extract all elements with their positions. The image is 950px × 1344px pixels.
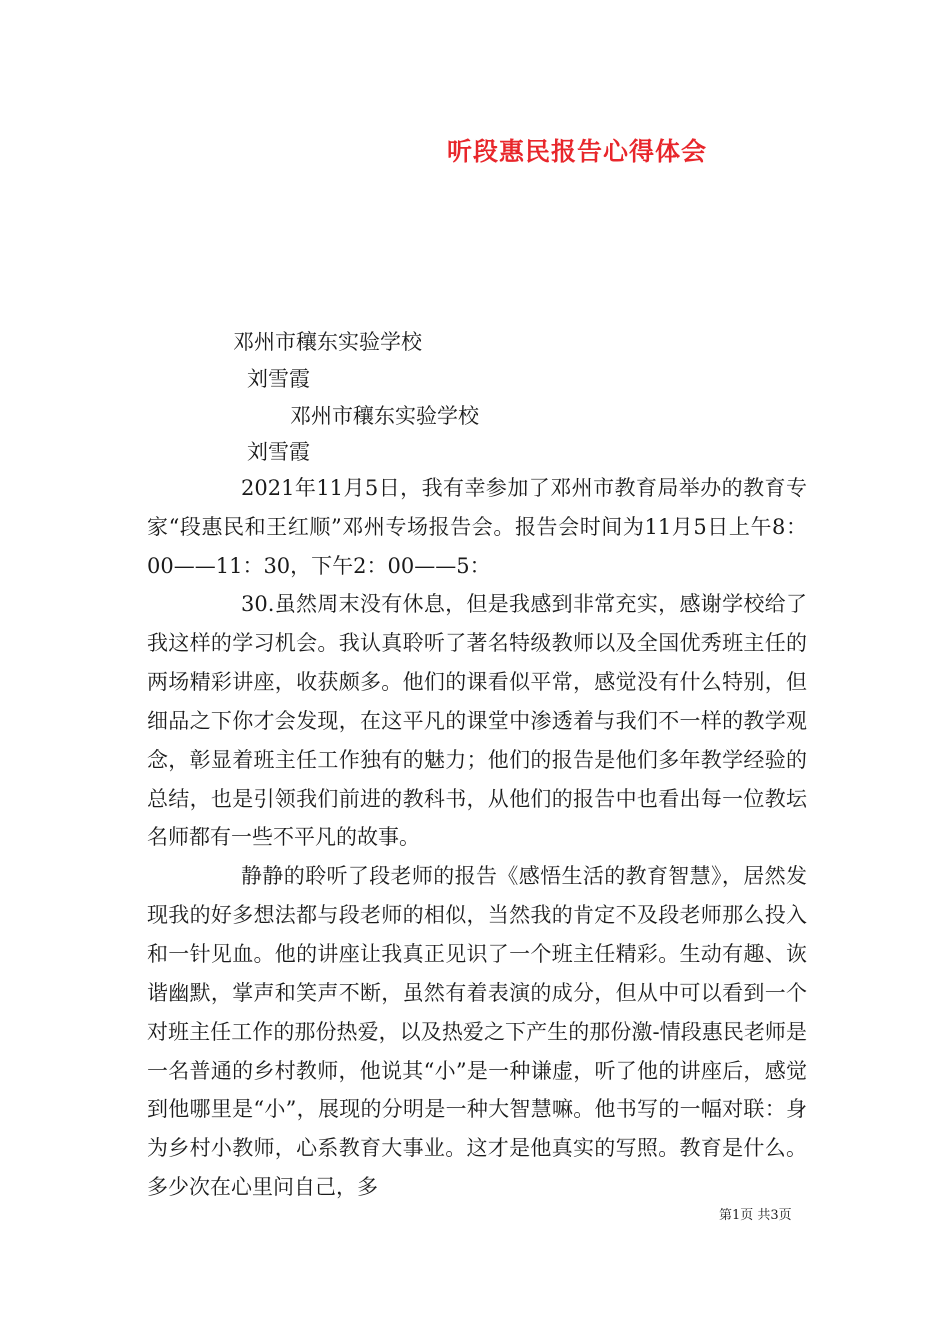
body-paragraph: 30.虽然周末没有休息，但是我感到非常充实，感谢学校给了我这样的学习机会。我认真聆听了著名特级教师以及全国优秀班主任的两场精彩讲座，收获颇多。他们的课看似平常，感觉没有什么特别，但细品之下你才会发现，在这平凡的课堂中渗透着与我们不一样的教学观念，彰显着班主任工作独有的魅力；他们的报告是他们多年教学经验的总结，也是引领我们前进的教科书，从他们的报告中也看出每一位教坛名师都有一些不平凡的故事。 — [147, 592, 807, 850]
body-paragraph: 2021年11月5日，我有幸参加了邓州市教育局举办的教育专家“段惠民和王红顺”邓州专场报告会。报告会时间为11月5日上午8：00——11：30，下午2：00——5： — [147, 476, 807, 578]
author-name-line: 刘雪霞 — [247, 367, 310, 391]
school-name-line: 邓州市穰东实验学校 — [290, 404, 479, 428]
author-name-line: 刘雪霞 — [247, 440, 310, 464]
school-name-line: 邓州市穰东实验学校 — [233, 330, 422, 354]
body-paragraph: 静静的聆听了段老师的报告《感悟生活的教育智慧》，居然发现我的好多想法都与段老师的相似，当然我的肯定不及段老师那么投入和一针见血。他的讲座让我真正见识了一个班主任精彩。生动有趣、诙谐幽默，掌声和笑声不断，虽然有着表演的成分，但从中可以看到一个对班主任工作的那份热爱，以及热爱之下产生的那份激-情段惠民老师是一名普通的乡村教师，他说其“小”是一种谦虚，听了他的讲座后，感觉到他哪里是“小”，展现的分明是一种大智慧嘛。他书写的一幅对联：身为乡村小教师，心系教育大事业。这才是他真实的写照。教育是什么。多少次在心里问自己，多 — [147, 864, 807, 1200]
page-footer: 第1页 共3页 — [719, 1208, 792, 1223]
document-title: 听段惠民报告心得体会 — [447, 137, 708, 166]
